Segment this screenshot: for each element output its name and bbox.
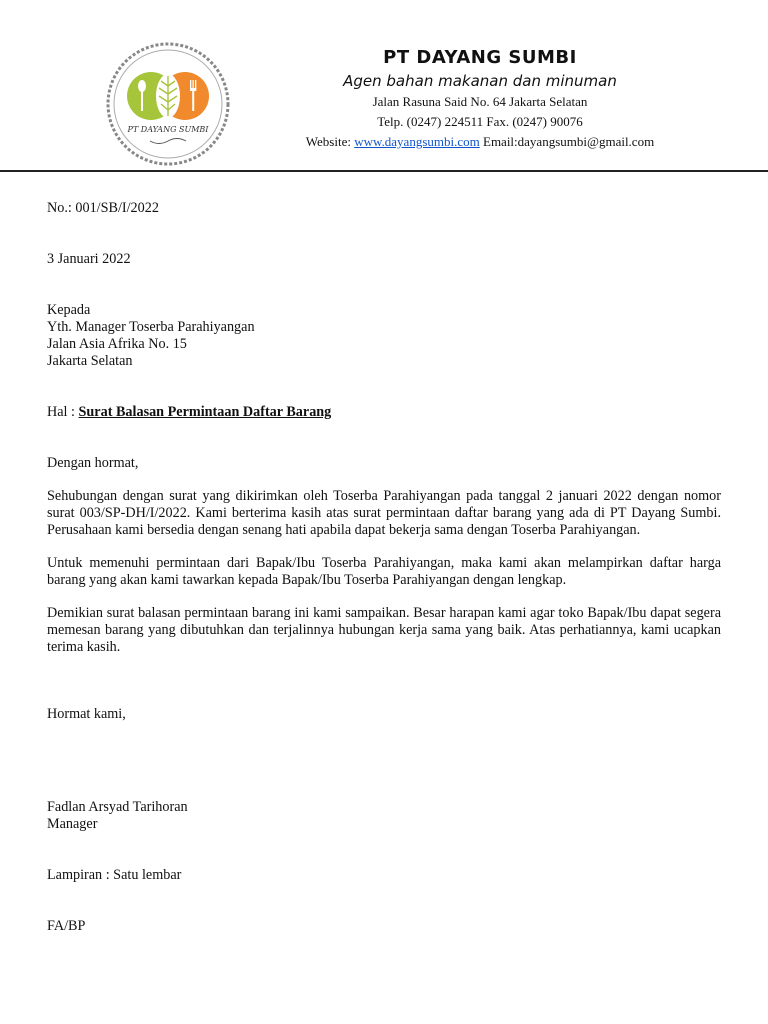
subject-label: Hal : bbox=[47, 404, 75, 420]
closing: Hormat kami, bbox=[47, 706, 126, 722]
signer-name: Fadlan Arsyad Tarihoran bbox=[47, 799, 188, 815]
website-link[interactable]: www.dayangsumbi.com bbox=[354, 134, 480, 149]
company-email: Email:dayangsumbi@gmail.com bbox=[483, 134, 655, 149]
recipient-block bbox=[47, 302, 721, 370]
company-contact bbox=[270, 132, 690, 152]
logo-text: PT DAYANG SUMBI bbox=[127, 125, 209, 134]
paragraph: Demikian surat balasan permintaan barang ini kami sampaikan. Besar harapan kami agar toko Bapak/Ibu dapat segera memesan barang yang dibutuhkan dan terjalinnya hubungan kerja sama yang baik. Atas perhatiannya, kami ucapkan terima kasih. bbox=[47, 605, 721, 655]
recipient-line: Yth. Manager Toserba Parahiyangan bbox=[47, 319, 255, 335]
greeting: Dengan hormat, bbox=[47, 455, 139, 471]
paragraph: Sehubungan dengan surat yang dikirimkan oleh Toserba Parahiyangan pada tanggal 2 januari 2022 dengan nomor surat 003/SP-DH/I/2022. Kami berterima kasih atas surat permintaan daftar barang yang ada di PT Dayang Sumbi. Perusahaan kami bersedia dengan senang hati apabila dapat bekerja sama dengan Toserba Parahiyangan. bbox=[47, 488, 721, 538]
letter-body bbox=[47, 200, 721, 935]
initials: FA/BP bbox=[47, 918, 86, 934]
website-label: Website: bbox=[305, 134, 351, 149]
signer-title: Manager bbox=[47, 816, 98, 832]
letter-date: 3 Januari 2022 bbox=[47, 251, 131, 267]
paragraph: Untuk memenuhi permintaan dari Bapak/Ibu Toserba Parahiyangan, maka kami akan melampirkan daftar harga barang yang akan kami tawarkan kepada Bapak/Ibu Toserba Parahiyangan dengan lengkap. bbox=[47, 555, 721, 588]
company-tagline: Agen bahan makanan dan minuman bbox=[343, 72, 617, 90]
company-logo bbox=[104, 40, 232, 168]
letterhead-divider bbox=[0, 170, 768, 172]
attachment-note: Lampiran : Satu lembar bbox=[47, 867, 182, 883]
letterhead-text bbox=[270, 46, 690, 152]
letterhead bbox=[0, 0, 768, 172]
subject-text: Surat Balasan Permintaan Daftar Barang bbox=[78, 404, 332, 420]
recipient-line: Jakarta Selatan bbox=[47, 353, 133, 369]
recipient-line: Kepada bbox=[47, 302, 91, 318]
subject-line bbox=[47, 404, 721, 421]
company-phone-fax: Telp. (0247) 224511 Fax. (0247) 90076 bbox=[377, 114, 583, 129]
company-name: PT DAYANG SUMBI bbox=[383, 47, 577, 68]
company-address: Jalan Rasuna Said No. 64 Jakarta Selatan bbox=[372, 94, 588, 109]
recipient-line: Jalan Asia Afrika No. 15 bbox=[47, 336, 187, 352]
letter-number: No.: 001/SB/I/2022 bbox=[47, 200, 159, 216]
